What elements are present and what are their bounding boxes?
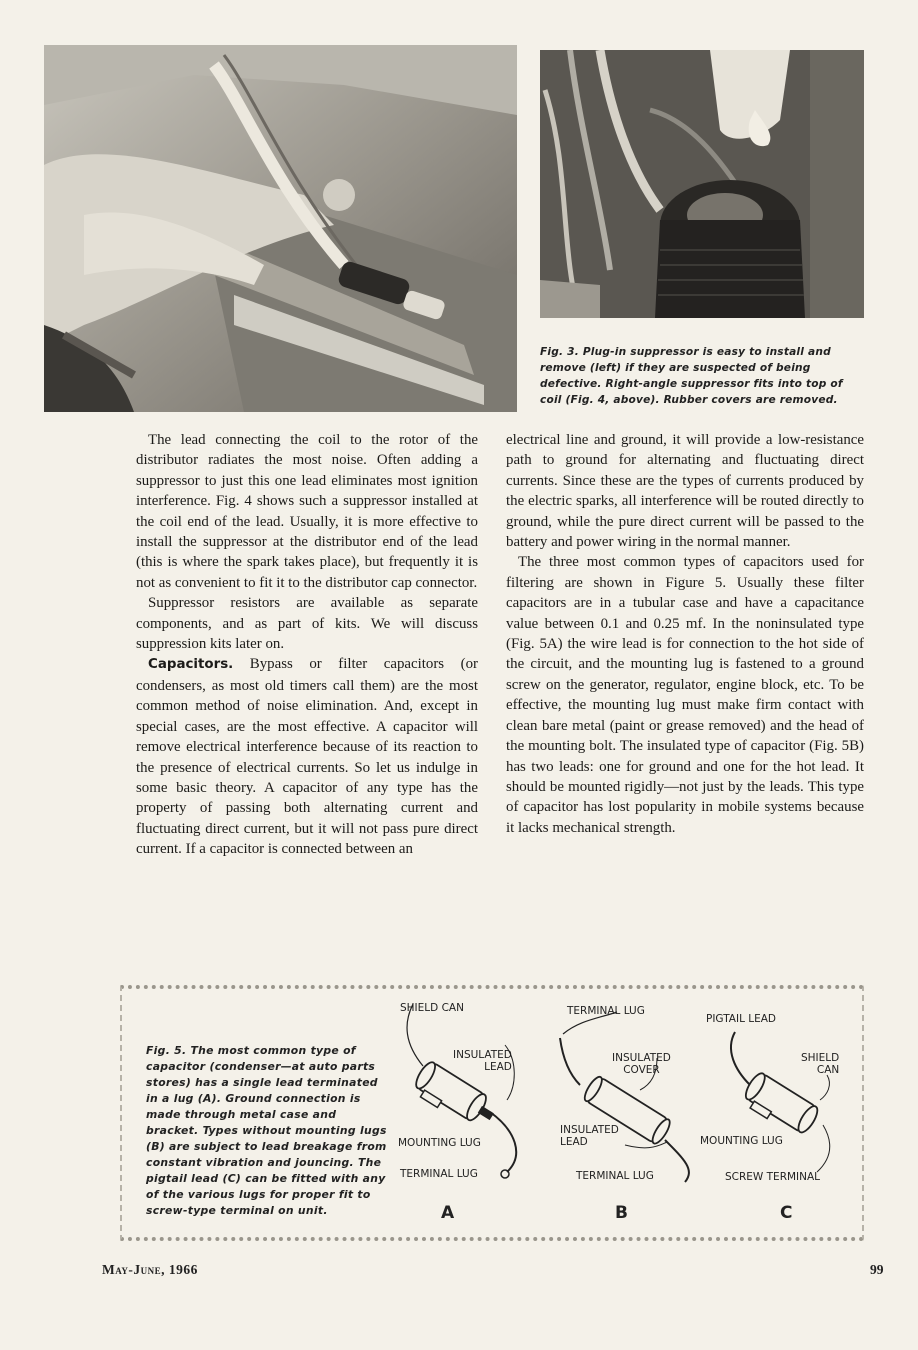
footer-page-number: 99 (870, 1262, 884, 1277)
label-insulated-lead-b: INSULATED LEAD (560, 1124, 619, 1148)
label-insulated-cover: INSULATED COVER (612, 1052, 671, 1076)
paragraph-capacitors-text: Bypass or filter capacitors (or condensers, as most old timers call them) are the most common method of noise elimination. And, except in special cases, are the most effective. A capacitor will remove electrical interference because of its reaction to the presence of electrical currents. So let us indulge in some basic theory. A capacitor of any type has the property of passing both alternating current and fluctuating direct current, but it will not pass pure direct current. If a capacitor is connected between an (136, 656, 478, 858)
run-in-heading-capacitors: Capacitors. (148, 657, 234, 673)
label-letter-c: C (780, 1203, 793, 1223)
label-letter-a: A (441, 1203, 455, 1223)
body-column-right (506, 430, 864, 838)
label-pigtail-lead: PIGTAIL LEAD (706, 1013, 777, 1025)
fig5-capacitor-drawings (395, 990, 860, 1190)
capacitor-a-drawing (407, 1004, 516, 1178)
label-shield-can: SHIELD CAN (400, 1002, 464, 1014)
fig3-photo-plug-in-suppressor (44, 45, 517, 412)
paragraph-coil-lead: The lead connecting the coil to the rotor of the distributor radiates the most noise. Often adding a suppressor to just this one lead eliminates most ignition interference. Fig. 4 shows such a suppressor installed at the coil end of the lead. Usually, it is more effective to install the suppressor at the distributor end of the lead (this is where the spark takes place), but frequently it is not as convenient to fit it to the distributor cap connector. (136, 432, 478, 591)
label-terminal-lug-b: TERMINAL LUG (576, 1170, 654, 1182)
fig4-photo-right-angle-suppressor (540, 50, 864, 318)
label-mounting-lug-a: MOUNTING LUG (398, 1137, 481, 1149)
paragraph-three-types: The three most common types of capacitors used for filtering are shown in Figure 5. Usually these filter capacitors are in a tubular case and have a capacitance value between 0.1 and 0.25 mf. In the noninsulated type (Fig. 5A) the wire lead is for connection to the hot side of the circuit, and the mounting lug is fastened to a ground screw on the generator, regulator, engine block, etc. To be effective, the mounting lug must make firm contact with clean bare metal (paint or grease removed) and the head of the mounting bolt. The insulated type of capacitor (Fig. 5B) has two leads: one for ground and one for the hot lead. It should be mounted rigidly—not just by the leads. This type of capacitor has lost popularity in mobile systems because it lacks mechanical strength. (506, 554, 864, 836)
label-shield-can-c: SHIELD CAN (801, 1052, 840, 1076)
paragraph-low-resistance-path: electrical line and ground, it will provide a low-resistance path to ground for alternating and fluctuating direct currents. Since these are the types of currents produced by the electric sparks, all interference will be routed directly to ground, while the pure direct current will be passed to the battery and power wiring in the normal manner. (506, 432, 864, 551)
label-letter-b: B (615, 1203, 628, 1223)
fig5-caption: Fig. 5. The most common type of capacitor (condenser—at auto parts stores) has a single lead terminated in a lug (A). Ground connection is made through metal case and bracket. Types without mounting lugs (B) are subject to lead breakage from constant vibration and jouncing. The pigtail lead (C) can be fitted with any of the various lugs for proper fit to screw-type terminal on unit. (146, 1044, 387, 1217)
footer-issue-date: May-June, 1966 (102, 1262, 198, 1277)
label-screw-terminal: SCREW TERMINAL (725, 1171, 821, 1183)
paragraph-capacitors (136, 654, 478, 859)
label-terminal-lug-a: TERMINAL LUG (400, 1168, 478, 1180)
body-column-left (136, 430, 478, 860)
fig3-caption: Fig. 3. Plug-in suppressor is easy to install and remove (left) if they are suspected of being defective. Right-angle suppressor fits into top of coil (Fig. 4, above). Rubber covers are removed. (540, 346, 843, 406)
paragraph-suppressor-resistors: Suppressor resistors are available as separate components, and as part of kits. We will discuss suppression kits later on. (136, 595, 478, 653)
label-insulated-lead-a: INSULATED LEAD (453, 1049, 512, 1073)
capacitor-b-drawing (560, 1012, 689, 1182)
label-terminal-lug-b-top: TERMINAL LUG (567, 1005, 645, 1017)
label-mounting-lug-c: MOUNTING LUG (700, 1135, 783, 1147)
